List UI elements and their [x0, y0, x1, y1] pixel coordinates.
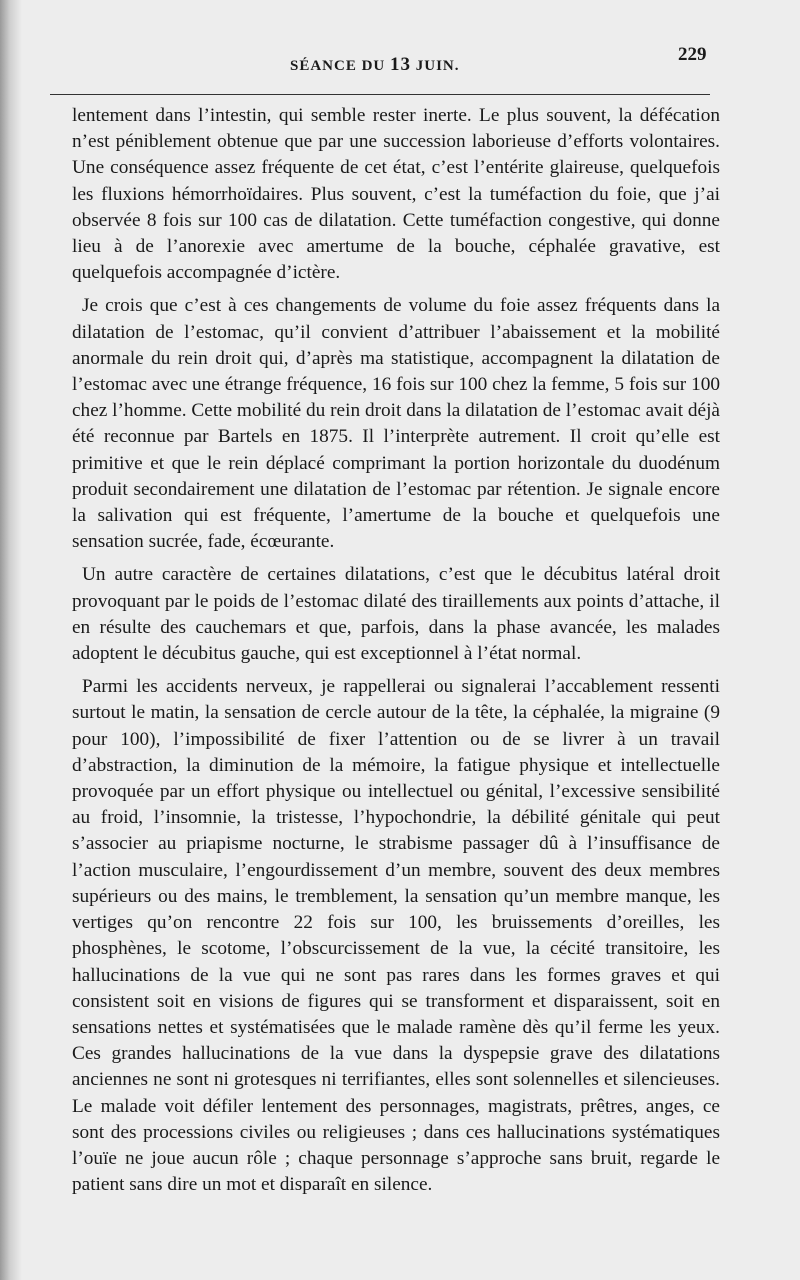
page-number: 229 — [678, 44, 707, 65]
body-text — [72, 103, 720, 1198]
paragraph-3: Un autre caractère de certaines dilatations, c’est que le décubitus latéral droit provoquant par le poids de l’estomac dilaté des tiraillements aux points d’attache, il en résulte des cauchemars et que, parfois, dans la phase avancée, les malades adoptent le décubitus gauche, qui est exceptionnel à l’état normal. — [72, 564, 720, 665]
binding-shadow — [0, 0, 22, 1280]
paragraph-2: Je crois que c’est à ces changements de volume du foie assez fréquents dans la dilatation de l’estomac, qu’il convient d’attribuer l’abaissement et la mobilité anormale du rein droit qui, d’après ma statistique, accompagnent la dilatation de l’estomac avec une étrange fréquence, 16 fois sur 100 chez la femme, 5 fois sur 100 chez l’homme. Cette mobilité du rein droit dans la dilatation de l’estomac avait déjà été reconnue par Bartels en 1875. Il l’interprète autrement. Il croit qu’elle est primitive et que le rein déplacé comprimant la portion horizontale du duodénum produit secondairement une dilatation de l’estomac par rétention. Je signale encore la salivation qui est fréquente, l’amertume de la bouche et quelquefois une sensation sucrée, fade, écœurante. — [72, 295, 720, 553]
header-rule — [50, 94, 710, 95]
paragraph-1: lentement dans l’intestin, qui semble rester inerte. Le plus souvent, la défécation n’est péniblement obtenue que par une succession laborieuse d’efforts volontaires. Une conséquence assez fréquente de cet état, c’est l’entérite glaireuse, quelquefois les fluxions hémorrhoïdaires. Plus souvent, c’est la tuméfaction du foie, que j’ai observée 8 fois sur 100 cas de dilatation. Cette tuméfaction congestive, qui donne lieu à de l’anorexie avec amertume de la bouche, céphalée gravative, est quelquefois accompagnée d’ictère. — [72, 105, 720, 284]
header-title-prefix: SÉANCE DU — [290, 58, 391, 74]
header-title-suffix: JUIN. — [411, 58, 460, 74]
paragraph-4: Parmi les accidents nerveux, je rappellerai ou signalerai l’accablement ressenti surtout le matin, la sensation de cercle autour de la tête, la céphalée, la migraine (9 pour 100), l’impossibilité de fixer l’attention ou de se livrer à un travail d’abstraction, la diminution de la mémoire, la fatigue physique et intellectuelle provoquée par un effort physique ou intellectuel ou génital, l’excessive sensibilité au froid, l’insomnie, la tristesse, l’hypochondrie, la débilité génitale qui peut s’associer au priapisme nocturne, le strabisme passager dû à l’insuffisance de l’action musculaire, l’engourdissement d’un membre, souvent des deux membres supérieurs ou des mains, le tremblement, la sensation qu’un membre manque, les vertiges qu’on rencontre 22 fois sur 100, les bruissements d’oreilles, les phosphènes, le scotome, l’obscurcissement de la vue, la cécité transitoire, les hallucinations de la vue qui ne sont pas rares dans les formes graves et qui consistent soit en visions de figures qui se transforment et disparaissent, soit en sensations nettes et systématisées que le malade ramène dès qu’il ferme les yeux. Ces grandes hallucinations de la vue dans la dyspepsie grave des dilatations anciennes ne sont ni grotesques ni terrifiantes, elles sont solennelles et silencieuses. Le malade voit défiler lentement des personnages, magistrats, prêtres, anges, ce sont des processions civiles ou religieuses ; dans ces hallucinations systématiques l’ouïe ne joue aucun rôle ; chaque personnage s’approche sans bruit, regarde le patient sans dire un mot et disparaît en silence. — [72, 676, 720, 1196]
running-header — [290, 54, 460, 76]
header-title-day: 13 — [390, 54, 412, 75]
